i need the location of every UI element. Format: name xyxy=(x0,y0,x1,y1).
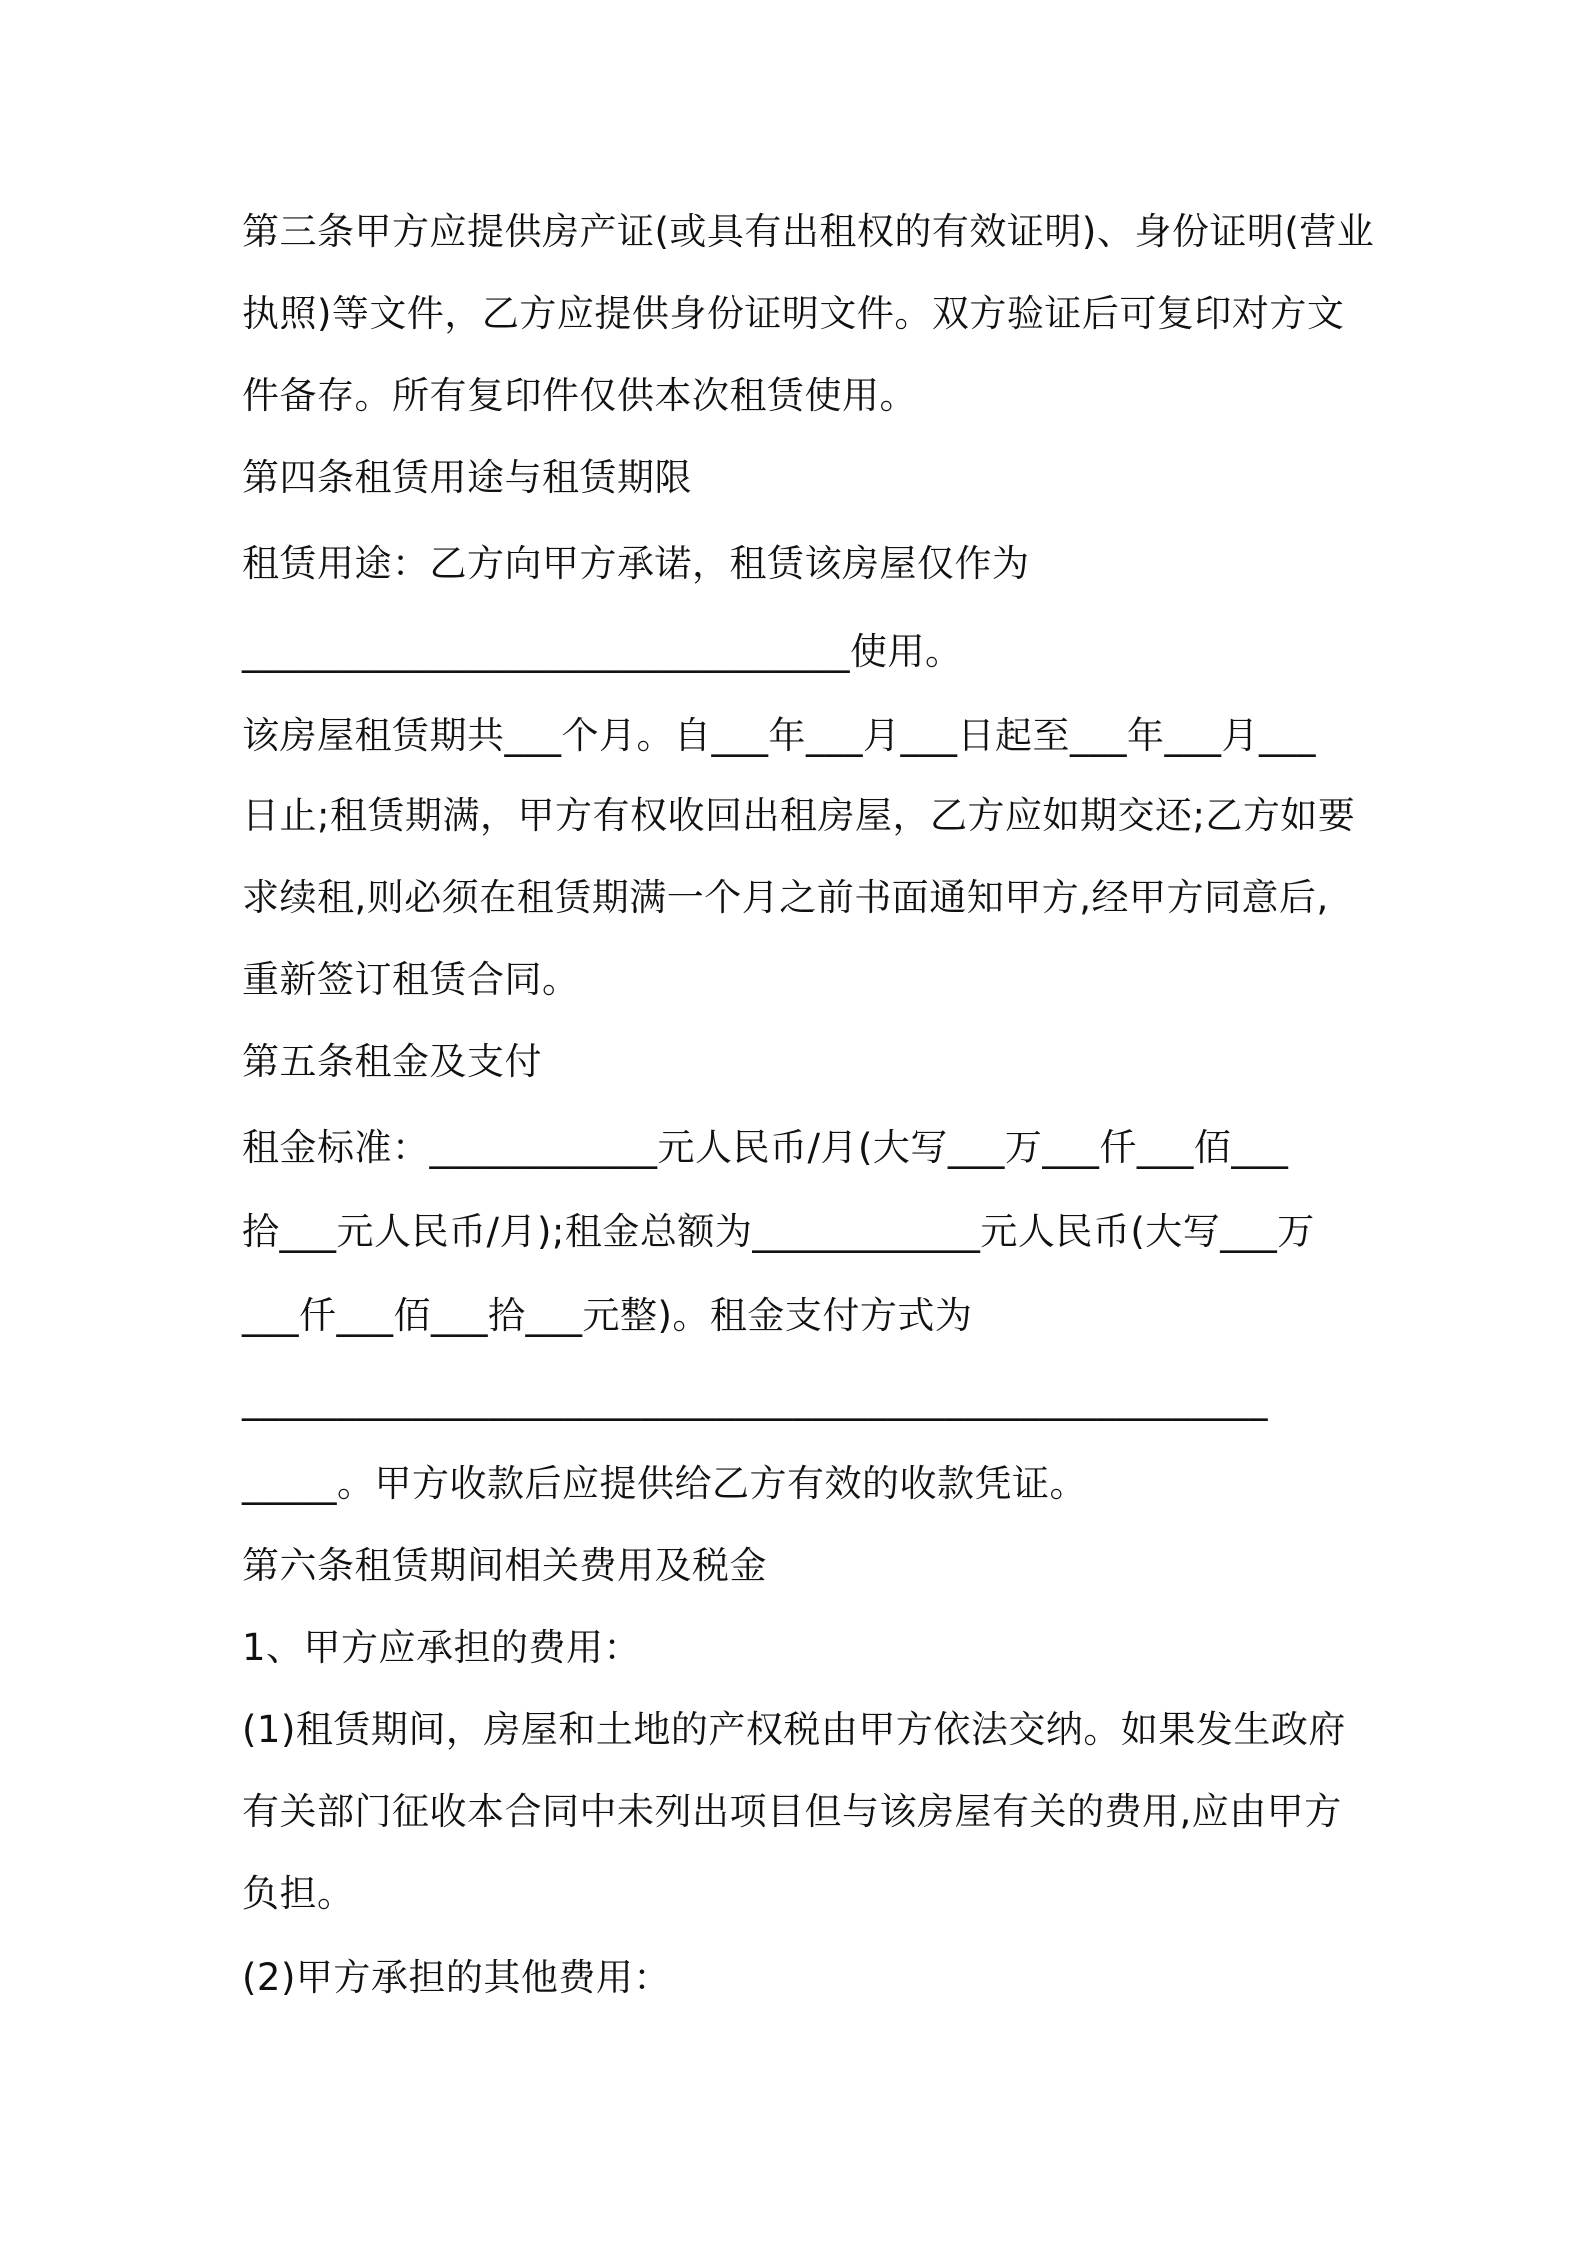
clause-6-heading: 第六条租赁期间相关费用及税金 xyxy=(242,1544,767,1587)
lessor-costs-item-2: (2)甲方承担的其他费用： xyxy=(242,1956,671,1999)
rent-standard-line-2: 拾___元人民币/月);租金总额为____________元人民币(大写___万 xyxy=(242,1210,1315,1253)
lease-purpose-line: 租赁用途：乙方向甲方承诺，租赁该房屋仅作为 xyxy=(242,542,1030,585)
rent-standard-line-1: 租金标准：____________元人民币/月(大写___万___仟___佰___ xyxy=(242,1126,1289,1169)
lessor-costs-item-1-line-1: (1)租赁期间，房屋和土地的产权税由甲方依法交纳。如果发生政府 xyxy=(242,1708,1346,1751)
lessor-costs-heading: 1、甲方应承担的费用： xyxy=(242,1626,642,1669)
lessor-costs-item-1-line-2: 有关部门征收本合同中未列出项目但与该房屋有关的费用,应由甲方 xyxy=(242,1790,1342,1833)
payment-receipt-line: _____。甲方收款后应提供给乙方有效的收款凭证。 xyxy=(242,1462,1087,1505)
lease-term-line-2: 日止;租赁期满，甲方有权收回出租房屋，乙方应如期交还;乙方如要 xyxy=(242,794,1356,837)
lease-term-line-4: 重新签订租赁合同。 xyxy=(242,958,580,1001)
clause-3-line-3: 件备存。所有复印件仅供本次租赁使用。 xyxy=(242,374,917,417)
lease-term-line-1: 该房屋租赁期共___个月。自___年___月___日起至___年___月___ xyxy=(242,714,1316,757)
payment-method-blank-line: ______________________________________________________ xyxy=(242,1378,1268,1421)
rent-standard-line-3: ___仟___佰___拾___元整)。租金支付方式为 xyxy=(242,1294,973,1337)
clause-4-heading: 第四条租赁用途与租赁期限 xyxy=(242,456,692,499)
lease-term-line-3: 求续租,则必须在租赁期满一个月之前书面通知甲方,经甲方同意后, xyxy=(242,876,1329,919)
lease-purpose-blank-line: ________________________________使用。 xyxy=(242,630,963,673)
clause-3-line-2: 执照)等文件，乙方应提供身份证明文件。双方验证后可复印对方文 xyxy=(242,292,1345,335)
clause-3-line-1: 第三条甲方应提供房产证(或具有出租权的有效证明)、身份证明(营业 xyxy=(242,210,1375,253)
clause-5-heading: 第五条租金及支付 xyxy=(242,1040,542,1083)
lessor-costs-item-1-line-3: 负担。 xyxy=(242,1872,355,1915)
